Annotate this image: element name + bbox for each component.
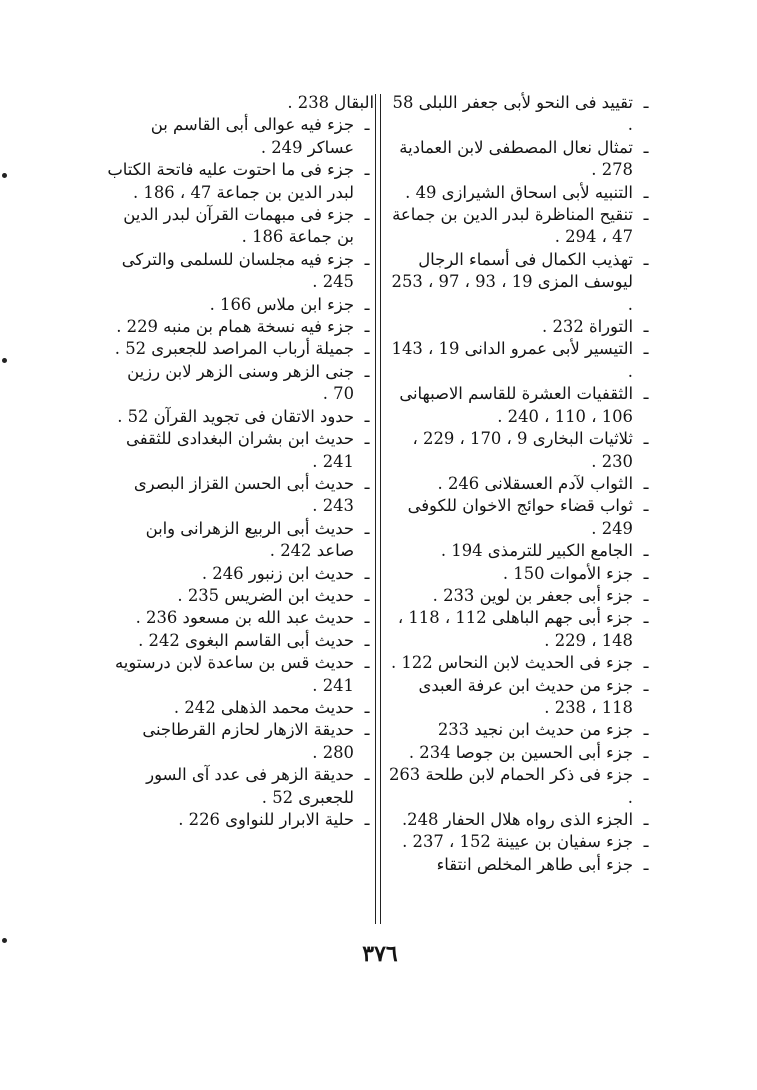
entry-text: جزء أبى طاهر المخلص انتقاء <box>436 854 633 874</box>
entry-text: ثواب قضاء حوائج الاخوان للكوفى 249 . <box>407 496 633 538</box>
index-entry <box>385 428 653 473</box>
entry-text: جزء ابن ملاس 166 . <box>209 294 354 314</box>
index-entry <box>106 607 374 629</box>
margin-mark <box>2 938 7 943</box>
entry-text: تهذيب الكمال فى أسماء الرجال ليوسف المزى 19 ، 93 ، 97 ، 253 . <box>391 249 633 314</box>
index-entry <box>106 764 374 809</box>
entry-text: الجزء الذى رواه هلال الحفار 248. <box>401 810 633 829</box>
entry-text: جزء سفيان بن عيينة 152 ، 237 . <box>402 832 633 852</box>
index-entry <box>106 316 374 338</box>
index-entry <box>385 809 653 831</box>
entry-text: التيسير لأبى عمرو الدانى 19 ، 143 . <box>391 339 633 381</box>
entry-dash: ـ <box>364 406 370 426</box>
index-entry <box>385 831 653 853</box>
index-entry <box>106 294 374 316</box>
entry-dash: ـ <box>364 608 370 628</box>
entry-dash: ـ <box>643 496 649 516</box>
entry-text: جزء أبى جعفر بن لوين 233 . <box>432 585 633 605</box>
entry-text: جزء فيه نسخة همام بن منبه 229 . <box>116 317 354 337</box>
entry-dash: ـ <box>364 294 370 314</box>
entry-dash: ـ <box>643 742 649 762</box>
entry-text: تمثال نعال المصطفى لابن العمادية 278 . <box>399 137 633 180</box>
index-entry <box>385 652 653 674</box>
entry-dash: ـ <box>364 630 370 650</box>
entry-text: جزء فى ما احتوت عليه فاتحة الكتاب لبدر الدين بن جماعة 47 ، 186 . <box>107 160 354 202</box>
index-entry <box>385 182 653 204</box>
entry-dash: ـ <box>364 160 370 180</box>
index-entry <box>106 361 374 406</box>
index-entry <box>385 607 653 652</box>
entry-dash: ـ <box>364 473 370 493</box>
entry-text: جميلة أرباب المراصد للجعبرى 52 . <box>114 339 354 359</box>
entry-dash: ـ <box>643 608 649 628</box>
entry-text: جزء فيه عوالى أبى القاسم بن عساكر 249 . <box>150 115 354 157</box>
index-entry <box>385 854 653 876</box>
index-entry <box>106 204 374 249</box>
index-entry <box>385 137 653 182</box>
entry-text: الثقفيات العشرة للقاسم الاصبهانى 106 ، 110 ، 240 . <box>399 384 633 426</box>
index-entry <box>385 764 653 809</box>
entry-text: حديقة الزهر فى عدد آى السور للجعبرى 52 . <box>146 765 354 807</box>
index-entry <box>106 114 374 159</box>
entry-dash: ـ <box>364 205 370 225</box>
entry-text: حديث محمد الذهلى 242 . <box>173 697 354 717</box>
entry-text: تنقيح المناظرة لبدر الدين بن جماعة 47 ، 294 . <box>392 205 633 247</box>
entry-dash: ـ <box>364 317 370 337</box>
column-divider <box>375 94 381 924</box>
entry-dash: ـ <box>364 697 370 717</box>
entry-dash: ـ <box>643 93 649 112</box>
entry-dash: ـ <box>643 810 649 829</box>
index-entry <box>385 563 653 585</box>
entry-dash: ـ <box>643 653 649 673</box>
entry-dash: ـ <box>643 249 649 269</box>
entry-dash: ـ <box>364 429 370 449</box>
entry-dash: ـ <box>643 137 649 157</box>
index-entry <box>106 518 374 563</box>
index-entry <box>106 563 374 585</box>
entry-dash: ـ <box>643 182 649 202</box>
index-entry <box>385 338 653 383</box>
index-entry <box>106 338 374 360</box>
entry-text: جزء الأموات 150 . <box>502 563 633 583</box>
entry-text: حديث ابن زنبور 246 . <box>201 563 354 583</box>
entry-dash: ـ <box>364 720 370 740</box>
entry-text: التنبيه لأبى اسحاق الشيرازى 49 . <box>405 182 633 202</box>
entry-dash: ـ <box>643 429 649 449</box>
entry-dash: ـ <box>364 653 370 673</box>
index-entry <box>385 92 653 137</box>
index-entry <box>385 719 653 741</box>
entry-dash: ـ <box>643 384 649 404</box>
entry-text: ثلاثيات البخارى 9 ، 170 ، 229 ، 230 . <box>412 429 633 471</box>
entry-text: حديث ابن بشران البغدادى للثقفى 241 . <box>126 429 354 471</box>
index-entry <box>106 406 374 428</box>
index-entry <box>106 249 374 294</box>
entry-dash: ـ <box>643 720 649 740</box>
index-entry <box>106 719 374 764</box>
entry-text: الجامع الكبير للترمذى 194 . <box>440 541 633 561</box>
entry-text: جزء أبى الحسين بن جوصا 234 . <box>408 742 633 762</box>
index-entry <box>106 697 374 719</box>
entry-dash: ـ <box>643 317 649 337</box>
index-entry <box>106 92 374 114</box>
index-entry <box>385 742 653 764</box>
entry-dash: ـ <box>364 518 370 538</box>
page-number: ٣٧٦ <box>362 941 398 967</box>
index-entry <box>385 585 653 607</box>
entry-dash: ـ <box>364 339 370 359</box>
entry-dash: ـ <box>364 563 370 583</box>
entry-text: حديقة الازهار لحازم القرطاجنى 280 . <box>142 720 354 762</box>
entry-text: حديث عبد الله بن مسعود 236 . <box>135 608 354 628</box>
entry-dash: ـ <box>364 585 370 605</box>
index-entry <box>106 652 374 697</box>
index-entry <box>385 540 653 562</box>
entry-text: حديث أبى الربيع الزهرانى وابن صاعد 242 . <box>145 518 354 561</box>
index-entry <box>385 316 653 338</box>
entry-dash: ـ <box>643 675 649 695</box>
entry-dash: ـ <box>643 765 649 785</box>
entry-text: حديث أبى الحسن القزاز البصرى 243 . <box>133 473 354 516</box>
index-entry <box>106 809 374 831</box>
entry-dash: ـ <box>643 541 649 561</box>
entry-dash: ـ <box>364 115 370 135</box>
entry-dash: ـ <box>643 563 649 583</box>
entry-dash: ـ <box>364 810 370 829</box>
entry-dash: ـ <box>364 361 370 381</box>
entry-dash: ـ <box>643 585 649 605</box>
entry-text: جزء من حديث ابن عرفة العبدى 118 ، 238 . <box>418 675 633 717</box>
index-entry <box>385 495 653 540</box>
index-entry <box>106 428 374 473</box>
index-entry <box>385 204 653 249</box>
entry-text: حديث ابن الضريس 235 . <box>177 585 354 605</box>
entry-text: جزء أبى جهم الباهلى 112 ، 118 ، 148 ، 229 . <box>397 608 633 650</box>
index-entry <box>106 473 374 518</box>
index-entry <box>106 585 374 607</box>
entry-dash: ـ <box>643 339 649 359</box>
entry-text: جنى الزهر وسنى الزهر لابن رزين 70 . <box>127 361 354 404</box>
entry-text: تقييد فى النحو لأبى جعفر اللبلى 58 . <box>392 93 633 135</box>
index-entry <box>385 473 653 495</box>
entry-dash: ـ <box>364 765 370 785</box>
index-entry <box>385 249 653 316</box>
entry-text: البقال 238 . <box>287 93 374 112</box>
entry-text: حلية الابرار للنواوى 226 . <box>178 810 354 829</box>
entry-text: جزء فى مبهمات القرآن لبدر الدين بن جماعة 186 . <box>123 205 354 247</box>
entry-text: حديث أبى القاسم البغوى 242 . <box>138 630 354 650</box>
index-entry <box>385 675 653 720</box>
entry-dash: ـ <box>364 249 370 269</box>
left-index-column <box>106 92 374 831</box>
index-entry <box>385 383 653 428</box>
margin-mark <box>2 358 7 363</box>
entry-text: جزء من حديث ابن نجيد 233 <box>437 720 633 740</box>
entry-dash: ـ <box>643 473 649 493</box>
entry-text: الثواب لآدم العسقلانى 246 . <box>437 473 633 493</box>
right-index-column <box>385 92 653 876</box>
index-entry <box>106 630 374 652</box>
entry-text: جزء فى الحديث لابن النحاس 122 . <box>391 653 633 673</box>
entry-dash: ـ <box>643 205 649 225</box>
index-entry <box>106 159 374 204</box>
entry-dash: ـ <box>643 832 649 852</box>
margin-mark <box>2 173 7 178</box>
entry-text: حدود الاتقان فى تجويد القرآن 52 . <box>117 406 354 426</box>
entry-text: حديث قس بن ساعدة لابن درستويه 241 . <box>114 653 354 695</box>
entry-text: التوراة 232 . <box>542 317 633 337</box>
entry-dash: ـ <box>643 854 649 874</box>
entry-text: جزء فيه مجلسان للسلمى والتركى 245 . <box>121 249 354 292</box>
entry-text: جزء فى ذكر الحمام لابن طلحة 263 . <box>388 765 633 807</box>
